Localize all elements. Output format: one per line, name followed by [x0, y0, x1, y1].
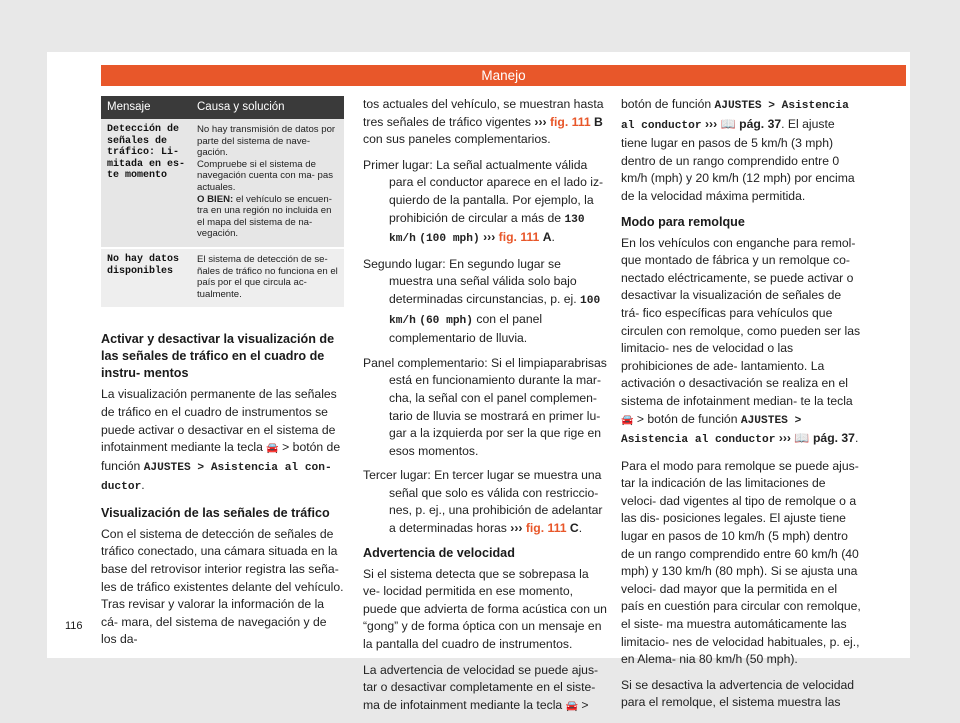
table-cell-message: No hay datos disponibles: [101, 248, 191, 307]
paragraph-visualizacion: Con el sistema de detección de señales de tráfico conectado, una cámara situada en la base del retrovisor interior registra las seña- les de tráfico existentes delante del vehículo. Tras revisar y valorar la información de la cá- mara, del sistema de navegación y de los da-: [101, 526, 344, 647]
list-item: Tercer lugar: En tercer lugar se muestra una señal que solo es válida con restriccio- nes, p. ej., una prohibición de adelantar a determinadas horas ››› fig. 111 C.: [363, 468, 603, 536]
manual-page: [47, 52, 910, 712]
book-ref-icon: 📖: [720, 116, 736, 131]
function-path: AJUSTES > Asistencia al con- ductor: [101, 461, 332, 494]
book-ref-icon: 📖: [794, 431, 810, 446]
function-path: AJUSTES > Asistencia al conductor: [621, 100, 849, 132]
page-ref[interactable]: pág. 37: [812, 431, 855, 446]
cause-text: No hay transmisión de datos por parte del sistema de nave- gación.: [197, 124, 336, 159]
paragraph-advertencia: Si el sistema detecta que se sobrepasa la ve- locidad permitida en ese momento, puede que advierta de forma acústica con un “gong” y de forma óptica con un mensaje en la pantalla del cuadro de instrumentos.: [363, 566, 607, 652]
ref-arrows: ›››: [778, 431, 791, 446]
heading-advertencia: Advertencia de velocidad: [363, 545, 515, 560]
figure-ref[interactable]: fig. 111: [525, 521, 567, 536]
function-path: AJUSTES > Asistencia al conductor: [621, 414, 802, 447]
paragraph-intro: tos actuales del vehículo, se muestran hasta tres señales de tráfico vigentes ››› fig. 111 B con sus paneles complementarios.: [363, 97, 604, 147]
column-left: [101, 96, 344, 657]
table-header-causa: Causa y solución: [191, 96, 344, 119]
paragraph-desactiva: Si se desactiva la advertencia de velocidad para el remolque, el sistema muestra las: [621, 677, 855, 710]
car-menu-icon: 🚘: [621, 414, 634, 426]
table-cell-message: Detección de señales de tráfico: Li- mitada en es- te momento: [101, 119, 191, 248]
table-cell-cause: El sistema de detección de se- ñales de tráfico no funciona en el país por el que circula ac- tualmente.: [191, 248, 344, 307]
table-row: [101, 248, 344, 307]
ref-arrows: ›››: [534, 114, 547, 129]
paragraph-ajuste: Para el modo para remolque se puede ajus- tar la indicación de las limitaciones de veloci- dad vigentes al tipo de remolque o a las dis- posiciones legales. El ajuste tiene lugar en pasos de 10 km/h (5 mph) dentro de un rango comprendido entre 60 km/h (40 mph) y 130 km/h (80 mph). Si se ajusta una veloci- dad mayor que la permitida en el país en cuestión para circular con remolque, el siste- ma muestra automáticamente las limitacio- nes de velocidad habituales, p. ej., en Alema- nia 80 km/h (50 mph).: [621, 458, 861, 667]
list-item: Segundo lugar: En segundo lugar se muestra una señal válida solo bajo determinadas circunstancias, p. ej. 100 km/h (60 mph) con el panel complementario de lluvia.: [363, 256, 601, 346]
page-number: 116: [65, 620, 83, 632]
ref-arrows: ›››: [704, 116, 718, 131]
car-menu-icon: 🚘: [565, 700, 579, 712]
table-cell-cause: [191, 119, 344, 248]
column-right: [621, 96, 862, 720]
ref-arrows: ›››: [510, 521, 523, 536]
list-item: Primer lugar: La señal actualmente válida para el conductor aparece en el lado iz- quierdo de la pantalla. Por ejemplo, la prohibición de circular a más de 130 km/h (100 mph) ››› fig. 111 A.: [363, 157, 604, 246]
section-header: Manejo: [101, 65, 906, 86]
figure-ref[interactable]: fig. 111: [498, 230, 540, 245]
page-ref[interactable]: pág. 37: [739, 116, 782, 131]
cause-text: Compruebe si el sistema de navegación cuenta con ma- pas actuales.: [197, 158, 333, 193]
heading-visualizacion: Visualización de las señales de tráfico: [101, 505, 330, 520]
paragraph-activar: La visualización permanente de las señales de tráfico en el cuadro de instrumentos se puede activar o desactivar en el sistema de infotainment mediante la tecla 🚘 > botón de función AJUSTES > Asistencia al con- ductor.: [101, 387, 341, 494]
table-header-mensaje: Mensaje: [101, 96, 191, 119]
paragraph-remolque: En los vehículos con enganche para remol- que montado de fábrica y un remolque co- nectado eléctricamente, se puede activar o desactivar la visualización de señales de trá- fico específicas para vehículos que circulen con remolque, como pueden ser las limitacio- nes de velocidad o las prohibiciones de ade- lantamiento. La activación o desactivación se realiza en el sistema de infotainment median- te la tecla 🚘 > botón de función AJUSTES > Asistencia al conductor ››› 📖 pág. 37.: [621, 235, 861, 447]
heading-remolque: Modo para remolque: [621, 214, 745, 229]
list-item: Panel complementario: Si el limpiaparabrisas está en funcionamiento durante la mar- cha, la señal con el panel complemen- tario de lluvia se mostrará en primer lu- gar a la izquierda por ser la que rige en esos momentos.: [363, 355, 607, 458]
figure-ref[interactable]: fig. 111: [549, 114, 591, 129]
cause-bold: O BIEN:: [197, 193, 234, 205]
paragraph-boton: botón de función AJUSTES > Asistencia al conductor ››› 📖 pág. 37. El ajuste tiene lugar en pasos de 5 km/h (3 mph) dentro de un rango comprendido entre 0 km/h (mph) y 20 km/h (12 mph) por encima de la velocidad máxima permitida.: [621, 97, 855, 203]
ref-arrows: ›››: [483, 230, 496, 245]
column-middle: [363, 96, 607, 723]
heading-activar: Activar y desactivar la visualización de las señales de tráfico en el cuadro de instru- mentos: [101, 332, 335, 381]
paragraph-advertencia-2: La advertencia de velocidad se puede ajus- tar o desactivar completamente en el siste- ma de infotainment mediante la tecla 🚘 >: [363, 662, 607, 716]
car-menu-icon: 🚘: [266, 443, 279, 455]
message-table: [101, 96, 344, 307]
cause-text: el vehículo se encuen- tra en una región no incluida en el mapa del sistema de na- vegación.: [197, 193, 332, 240]
table-row: [101, 119, 344, 248]
